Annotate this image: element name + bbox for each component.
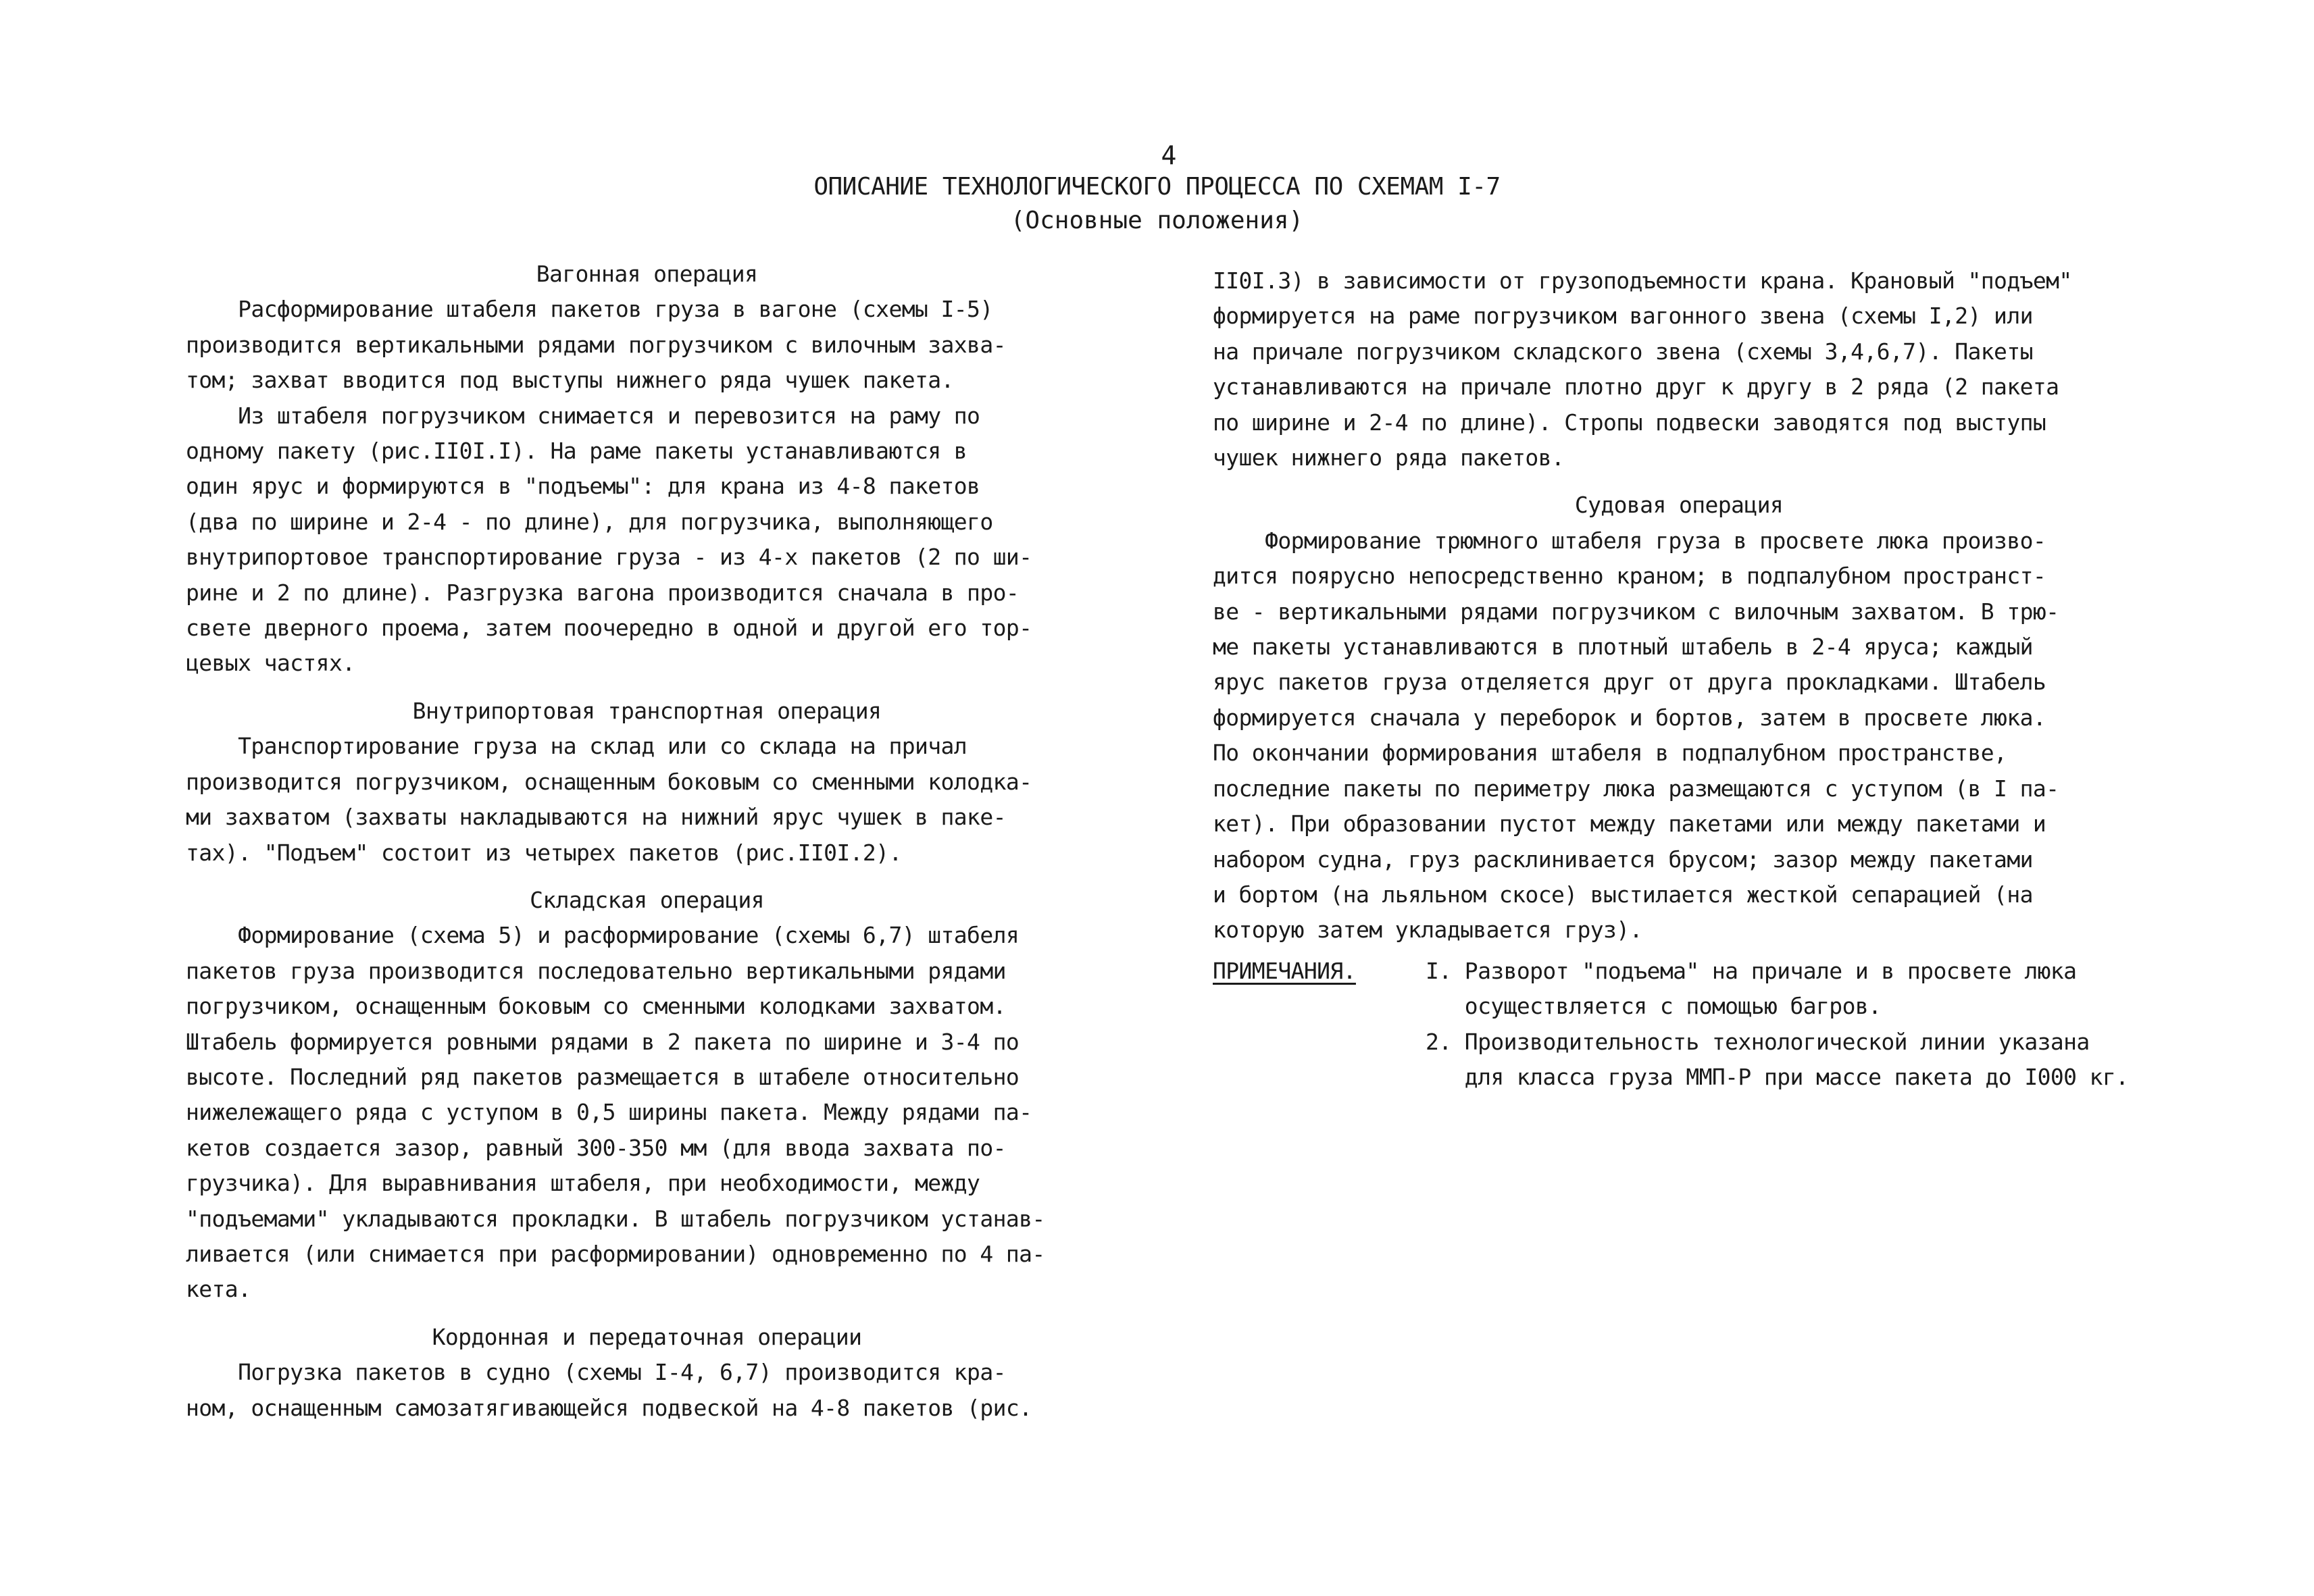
section-heading: Складская операция [530, 886, 764, 913]
text-line: погрузчиком, оснащенным боковым со сменными колодками захватом. [186, 993, 1006, 1020]
text-line: одному пакету (рис.II0I.I). На раме пакеты устанавливаются в [186, 438, 967, 465]
text-line: последние пакеты по периметру люка размещаются с уступом (в I па- [1213, 775, 2059, 802]
text-line: формируется на раме погрузчиком вагонного звена (схемы I,2) или [1213, 303, 2033, 330]
continuation-paragraph [1213, 263, 2145, 475]
text-line: кет). При образовании пустот между пакетами или между пакетами и [1213, 810, 2046, 838]
text-line: (два по ширине и 2-4 - по длине), для погрузчика, выполняющего [186, 508, 993, 535]
text-line: Транспортирование груза на склад или со склада на причал [186, 733, 967, 760]
section-warehouse [186, 883, 1108, 1308]
text-line: Формирование (схема 5) и расформирование (схемы 6,7) штабеля [186, 922, 1020, 949]
section-ship [1213, 488, 2145, 948]
note-item-continuation [1213, 1060, 2145, 1095]
text-line: которую затем укладывается груз). [1213, 917, 1642, 944]
text-line: высоте. Последний ряд пакетов размещается в штабеле относительно [186, 1063, 1020, 1090]
note-text: 2. Производительность технологической линии указана [1426, 1028, 2090, 1055]
text-line: устанавливаются на причале плотно друг к другу в 2 ряда (2 пакета [1213, 374, 2059, 401]
right-column [1213, 263, 2145, 1095]
text-line: рине и 2 по длине). Разгрузка вагона производится сначала в про- [186, 579, 1020, 606]
page-subtitle: (Основные положения) [1010, 207, 1304, 234]
note-text: I. Разворот "подъема" на причале и в просвете люка [1426, 957, 2077, 984]
text-line: ливается (или снимается при расформировании) одновременно по 4 па- [186, 1240, 1045, 1267]
text-line: Из штабеля погрузчиком снимается и перевозится на раму по [186, 402, 980, 429]
text-line: чушек нижнего ряда пакетов. [1213, 444, 1565, 471]
text-line: II0I.3) в зависимости от грузоподъемности крана. Крановый "подъем" [1213, 267, 2072, 294]
text-line: кета. [186, 1276, 251, 1303]
text-line: и бортом (на льяльном скосе) выстилается жесткой сепарацией (на [1213, 881, 2033, 908]
text-line: кетов создается зазор, равный 300-350 мм (для ввода захвата по- [186, 1134, 1006, 1161]
section-heading: Внутрипортовая транспортная операция [412, 697, 882, 724]
text-line: свете дверного проема, затем поочередно в одной и другой его тор- [186, 615, 1032, 642]
text-line: Штабель формируется ровными рядами в 2 пакета по ширине и 3-4 по [186, 1028, 1020, 1055]
text-line: Погрузка пакетов в судно (схемы I-4, 6,7) производится кра- [186, 1359, 1006, 1386]
section-heading: Вагонная операция [536, 261, 758, 287]
note-item-continuation [1213, 989, 2145, 1024]
text-line: По окончании формирования штабеля в подпалубном пространстве, [1213, 740, 2007, 767]
text-line: пакетов груза производится последовательно вертикальными рядами [186, 957, 1006, 984]
text-line: том; захват вводится под выступы нижнего ряда чушек пакета. [186, 367, 954, 394]
text-line: формируется сначала у переборок и бортов, затем в просвете люка. [1213, 704, 2046, 731]
text-line: дится поярусно непосредственно краном; в подпалубном пространст- [1213, 563, 2046, 590]
note-text: осуществляется с помощью багров. [1426, 993, 1882, 1020]
text-line: нижележащего ряда с уступом в 0,5 ширины пакета. Между рядами па- [186, 1099, 1032, 1126]
text-line: "подъемами" укладываются прокладки. В штабель погрузчиком устанав- [186, 1205, 1045, 1232]
text-line: Расформирование штабеля пакетов груза в вагоне (схемы I-5) [186, 296, 993, 323]
section-heading: Судовая операция [1574, 492, 1784, 519]
text-line: Формирование трюмного штабеля груза в просвете люка произво- [1213, 527, 2046, 554]
text-line: грузчика). Для выравнивания штабеля, при необходимости, между [186, 1170, 980, 1197]
section-port-transport [186, 694, 1108, 871]
text-line: внутрипортовое транспортирование груза - из 4-х пакетов (2 по ши- [186, 544, 1032, 571]
note-text: для класса груза ММП-Р при массе пакета до I000 кг. [1426, 1063, 2129, 1090]
section-wagon [186, 257, 1108, 681]
text-line: ме пакеты устанавливаются в плотный штабель в 2-4 яруса; каждый [1213, 634, 2033, 661]
page-title: ОПИСАНИЕ ТЕХНОЛОГИЧЕСКОГО ПРОЦЕССА ПО СХЕМАМ I-7 [813, 173, 1501, 201]
text-line: производится вертикальными рядами погрузчиком с вилочным захва- [186, 331, 1006, 358]
text-line: на причале погрузчиком складского звена (схемы 3,4,6,7). Пакеты [1213, 338, 2033, 365]
notes-label: ПРИМЕЧАНИЯ. [1213, 957, 1356, 984]
text-line: по ширине и 2-4 по длине). Стропы подвески заводятся под выступы [1213, 409, 2046, 436]
page-number: 4 [1161, 140, 1177, 170]
text-line: тах). "Подъем" состоит из четырех пакетов (рис.II0I.2). [186, 839, 902, 866]
section-cordon [186, 1320, 1108, 1426]
text-line: ве - вертикальными рядами погрузчиком с вилочным захватом. В трю- [1213, 598, 2059, 625]
text-line: ярус пакетов груза отделяется друг от друга прокладками. Штабель [1213, 669, 2046, 696]
text-line: ми захватом (захваты накладываются на нижний ярус чушек в паке- [186, 804, 1006, 831]
section-heading: Кордонная и передаточная операции [432, 1323, 862, 1350]
notes-block [1213, 954, 2145, 1096]
text-line: цевых частях. [186, 650, 355, 677]
text-line: один ярус и формируются в "подъемы": для крана из 4-8 пакетов [186, 473, 980, 500]
text-line: ном, оснащенным самозатягивающейся подвеской на 4-8 пакетов (рис. [186, 1394, 1032, 1421]
text-line: набором судна, груз расклинивается брусом; зазор между пакетами [1213, 846, 2033, 873]
text-line: производится погрузчиком, оснащенным боковым со сменными колодка- [186, 768, 1032, 795]
note-item [1213, 954, 2145, 989]
note-item [1213, 1025, 2145, 1060]
left-column [186, 257, 1108, 1426]
